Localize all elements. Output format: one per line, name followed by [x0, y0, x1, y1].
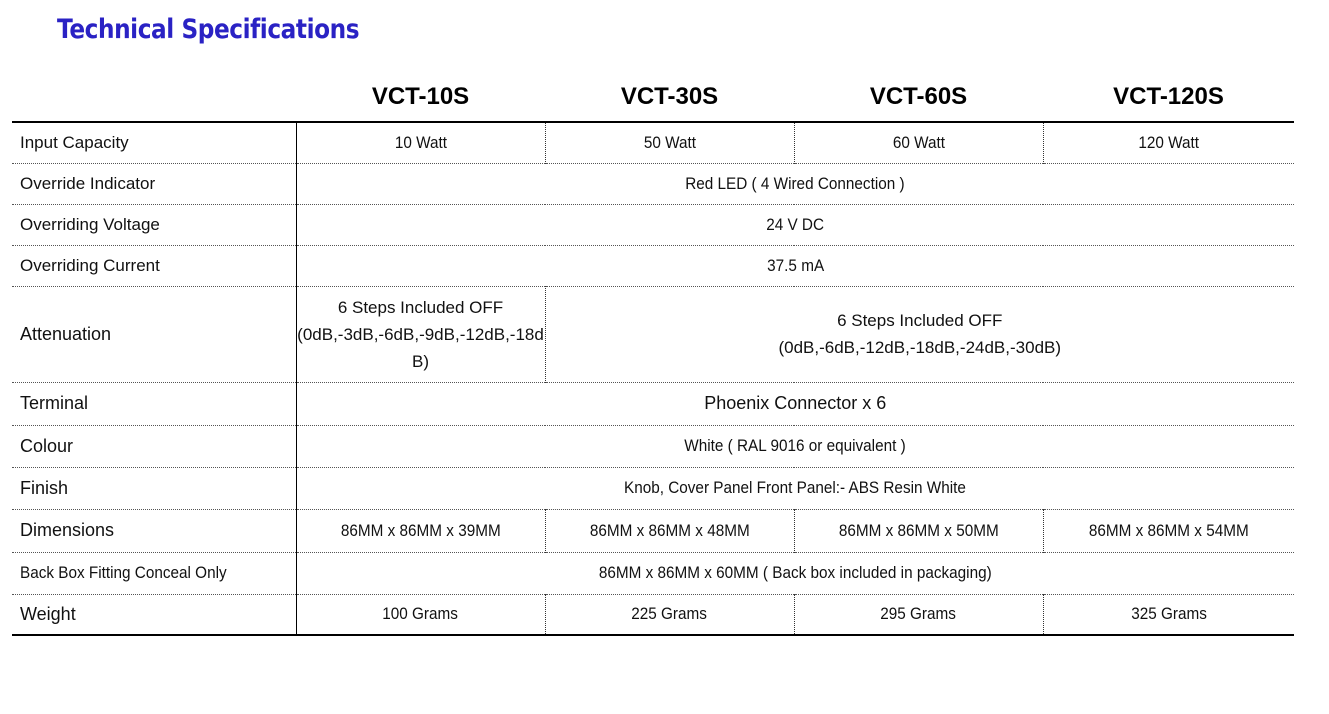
cell-value: 24 V DC	[766, 214, 825, 234]
row-label: Overriding Current	[12, 245, 296, 286]
row-label: Attenuation	[12, 286, 296, 382]
row-label: Weight	[12, 594, 296, 635]
cell-value: 60 Watt	[794, 122, 1043, 163]
model-header-vct-120s: VCT-120S	[1113, 82, 1224, 110]
cell-value: White ( RAL 9016 or equivalent )	[684, 436, 906, 455]
specifications-table	[12, 72, 1294, 636]
row-overriding-current	[12, 245, 1294, 286]
cell-value: Phoenix Connector x 6	[704, 393, 887, 413]
row-dimensions	[12, 509, 1294, 552]
row-terminal	[12, 382, 1294, 425]
cell-value: 295 Grams	[794, 594, 1043, 635]
cell-value: Knob, Cover Panel Front Panel:- ABS Resin White	[624, 478, 967, 497]
cell-value: 86MM x 86MM x 60MM ( Back box included in packaging)	[598, 563, 992, 582]
attenuation-line: (0dB,-6dB,-12dB,-18dB,-24dB,-30dB)	[778, 338, 1062, 357]
row-label: Back Box Fitting Conceal Only	[12, 552, 296, 594]
cell-value: 37.5 mA	[766, 255, 824, 275]
cell-value: 325 Grams	[1043, 594, 1294, 635]
attenuation-line: B)	[412, 351, 429, 371]
row-finish	[12, 467, 1294, 509]
cell-value: Red LED ( 4 Wired Connection )	[685, 173, 905, 193]
attenuation-line: (0dB,-3dB,-6dB,-9dB,-12dB,-18d	[297, 324, 544, 344]
page-title: Technical Specifications	[57, 14, 360, 45]
row-input-capacity	[12, 122, 1294, 163]
row-attenuation	[12, 286, 1294, 382]
header-row	[12, 72, 1294, 122]
row-label: Input Capacity	[12, 122, 296, 163]
attenuation-line: 6 Steps Included OFF	[337, 297, 504, 317]
row-label: Overriding Voltage	[12, 204, 296, 245]
cell-value: 86MM x 86MM x 50MM	[794, 509, 1043, 552]
cell-value: 100 Grams	[382, 604, 459, 624]
cell-value: 10 Watt	[394, 132, 447, 152]
header-empty-cell	[12, 72, 296, 122]
row-overriding-voltage	[12, 204, 1294, 245]
attenuation-line: 6 Steps Included OFF	[837, 311, 1003, 330]
cell-value: 86MM x 86MM x 54MM	[1043, 509, 1294, 552]
cell-value: 50 Watt	[545, 122, 794, 163]
row-colour	[12, 425, 1294, 467]
row-label: Finish	[12, 467, 296, 509]
row-back-box	[12, 552, 1294, 594]
cell-value	[296, 286, 545, 382]
row-label: Override Indicator	[12, 163, 296, 204]
row-weight	[12, 594, 1294, 635]
cell-value: 120 Watt	[1043, 122, 1294, 163]
model-header-vct-30s: VCT-30S	[620, 82, 719, 110]
cell-value: 86MM x 86MM x 39MM	[340, 520, 501, 540]
row-label: Dimensions	[12, 509, 296, 552]
cell-value: 86MM x 86MM x 48MM	[545, 509, 794, 552]
cell-value	[545, 286, 1294, 382]
model-header-vct-60s: VCT-60S	[869, 82, 968, 110]
row-label: Colour	[12, 425, 296, 467]
row-label: Terminal	[12, 382, 296, 425]
row-override-indicator	[12, 163, 1294, 204]
model-header-vct-10s: VCT-10S	[371, 82, 470, 110]
cell-value: 225 Grams	[545, 594, 794, 635]
